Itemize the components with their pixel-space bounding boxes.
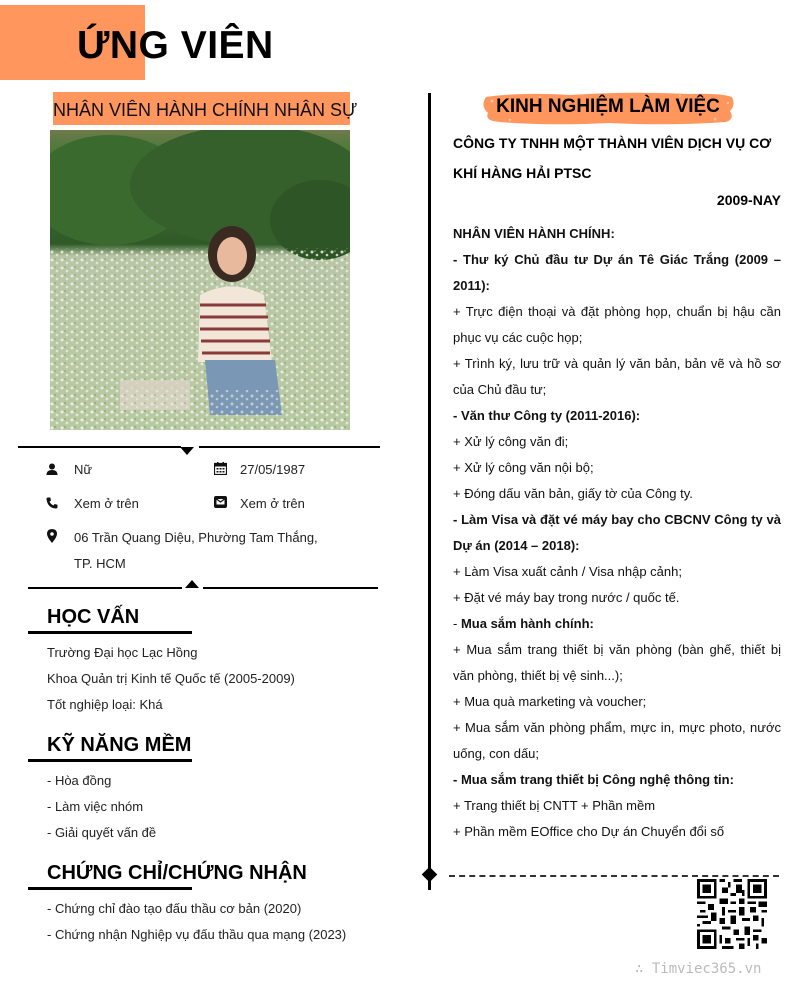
qr-code-icon[interactable] [697, 879, 767, 949]
divider-arrow-up-icon [185, 580, 199, 588]
education-item: Trường Đại học Lạc Hồng [47, 645, 198, 660]
gender-value: Nữ [74, 462, 93, 477]
skill-item: - Giải quyết vấn đề [47, 825, 157, 840]
map-marker-icon [45, 529, 59, 543]
experience-line [453, 611, 781, 637]
experience-line: + Mua sắm văn phòng phẩm, mực in, mực photo, nước uống, con dấu; [453, 720, 781, 761]
experience-line: + Đóng dấu văn bản, giấy tờ của Công ty. [453, 486, 693, 501]
experience-line: + Mua quà marketing và voucher; [453, 694, 647, 709]
email-value: Xem ở trên [240, 496, 305, 511]
certificates-title: CHỨNG CHỈ/CHỨNG NHẬN [47, 862, 307, 884]
dashed-divider [449, 875, 779, 877]
experience-line: - Mua sắm trang thiết bị Công nghệ thông tin: [453, 772, 734, 787]
experience-line: + Đặt vé máy bay trong nước / quốc tế. [453, 590, 680, 605]
experience-line: + Phần mềm EOffice cho Dự án Chuyển đổi số [453, 824, 725, 839]
soft-skills-underline [28, 759, 192, 762]
phone-value: Xem ở trên [74, 496, 139, 511]
experience-line-prefix: - [453, 616, 461, 631]
experience-line: - Thư ký Chủ đầu tư Dự án Tê Giác Trắng (2009 – 2011): [453, 252, 781, 293]
calendar-icon [213, 461, 227, 475]
birthday-value: 27/05/1987 [240, 462, 306, 477]
envelope-icon [213, 495, 227, 509]
timeline-diamond-icon [422, 867, 438, 883]
experience-line: + Trình ký, lưu trữ và quản lý văn bản, bản vẽ và hồ sơ của Chủ đầu tư; [453, 356, 781, 397]
phone-icon [45, 496, 59, 510]
job-title-badge: NHÂN VIÊN HÀNH CHÍNH NHÂN SỰ [53, 92, 350, 125]
experience-line: + Làm Visa xuất cảnh / Visa nhập cảnh; [453, 564, 682, 579]
experience-line: - Làm Visa và đặt vé máy bay cho CBCNV Công ty và Dự án (2014 – 2018): [453, 512, 781, 553]
experience-line: + Xử lý công văn nội bộ; [453, 460, 594, 475]
certificate-item: - Chứng nhận Nghiệp vụ đấu thầu qua mạng (2023) [47, 927, 347, 942]
experience-line: + Mua sắm trang thiết bị văn phòng (bàn ghế, thiết bị văn phòng, thiết bị vệ sinh...); [453, 642, 781, 683]
divider-top-left [18, 446, 181, 448]
position-title: NHÂN VIÊN HÀNH CHÍNH: [453, 226, 615, 241]
education-item: Tốt nghiệp loại: Khá [47, 697, 163, 712]
address-line-2: TP. HCM [74, 556, 126, 571]
experience-line: + Trực điện thoại và đặt phòng họp, chuẩn bị hậu cần phục vụ các cuộc họp; [453, 304, 781, 345]
divider-bottom-right [203, 587, 378, 589]
divider-arrow-down-icon [180, 447, 194, 455]
photo-image [50, 130, 350, 430]
certificates-underline [28, 887, 192, 890]
education-item: Khoa Quản trị Kinh tế Quốc tế (2005-2009) [47, 671, 295, 686]
user-icon [45, 462, 59, 476]
company-name: CÔNG TY TNHH MỘT THÀNH VIÊN DỊCH VỤ CƠ KHÍ HÀNG HẢI PTSC [453, 135, 772, 181]
certificate-item: - Chứng chỉ đào tạo đấu thầu cơ bản (2020) [47, 901, 302, 916]
experience-line-bold: Mua sắm hành chính: [460, 616, 594, 631]
watermark-text: ∴ Timviec365.vn [635, 961, 762, 977]
experience-line: - Văn thư Công ty (2011-2016): [453, 408, 641, 423]
experience-line: + Xử lý công văn đi; [453, 434, 569, 449]
experience-title: KINH NGHIỆM LÀM VIỆC [496, 96, 720, 117]
work-period: 2009-NAY [716, 192, 781, 208]
divider-bottom-left [28, 587, 182, 589]
timeline-line [428, 93, 431, 890]
skill-item: - Hòa đồng [47, 773, 112, 788]
education-title: HỌC VẤN [47, 606, 140, 628]
divider-top-right [199, 446, 380, 448]
education-underline [28, 631, 192, 634]
candidate-photo [50, 130, 350, 430]
address-line-1: 06 Trần Quang Diệu, Phường Tam Thắng, [74, 530, 318, 545]
soft-skills-title: KỸ NĂNG MỀM [47, 734, 192, 756]
page-title: ỨNG VIÊN [77, 24, 274, 67]
skill-item: - Làm việc nhóm [47, 799, 144, 814]
experience-line: + Trang thiết bị CNTT + Phần mềm [453, 798, 656, 813]
